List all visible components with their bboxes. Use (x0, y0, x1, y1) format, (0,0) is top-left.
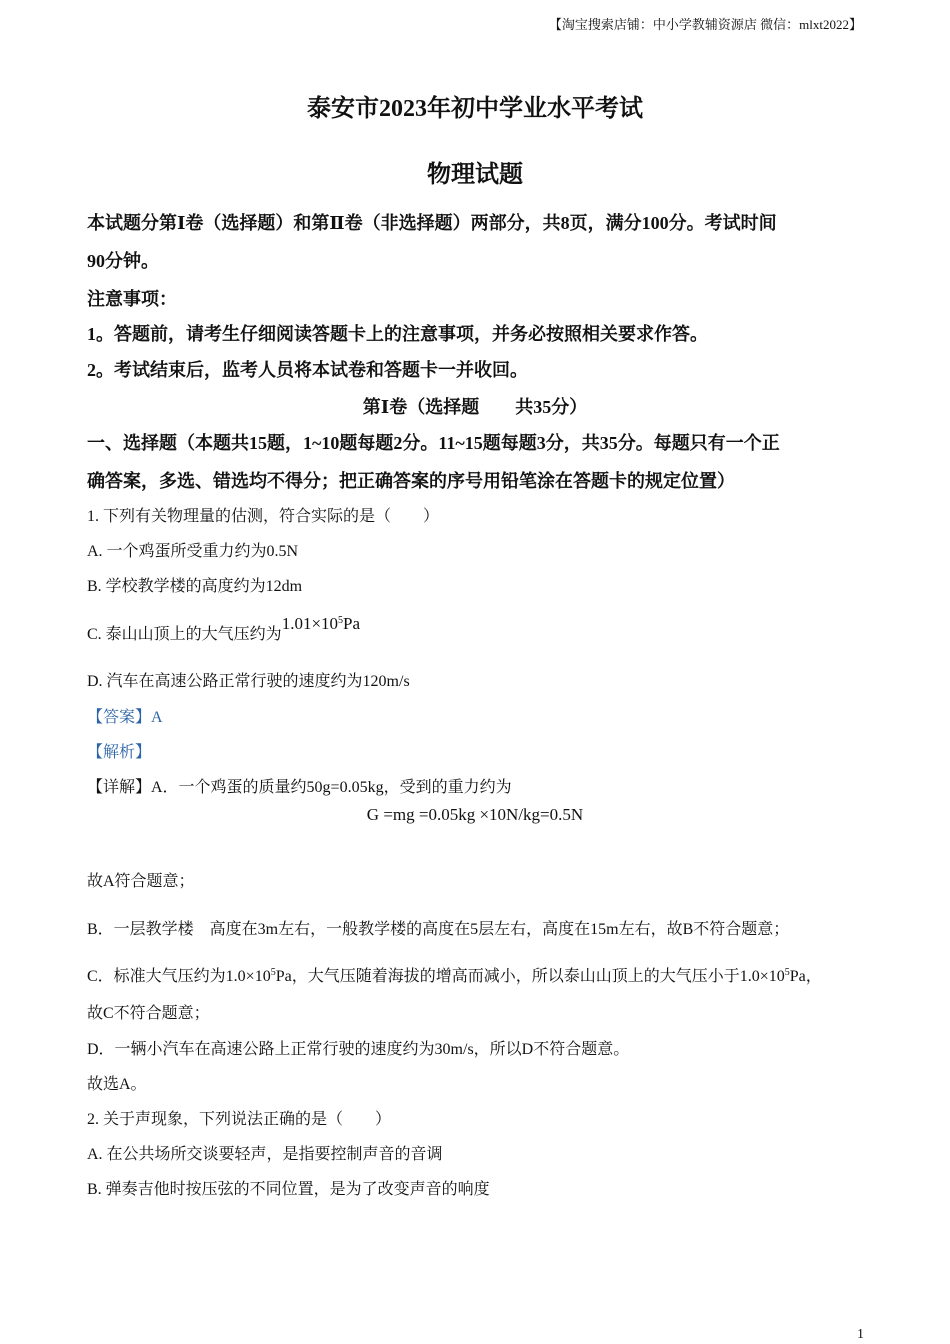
q2-option-a: A. 在公共场所交谈要轻声，是指要控制声音的音调 (87, 1146, 443, 1163)
q1-choice: 故选A。 (87, 1076, 147, 1093)
q1-formula: G =mg =0.05kg ×10N/kg=0.5N (366, 805, 584, 824)
q1-option-c-text: C. 泰山山顶上的大气压约为 (87, 626, 282, 643)
q1-option-c-value: $1.01\times 10^5Pa$ (281, 614, 361, 633)
exam-title: 泰安市2023年初中学业水平考试 (307, 96, 643, 122)
q1-detail-c-line-1: C．标准大气压约为$1.0\times 10^5Pa$，大气压随着海拔的增高而减小，所以泰山山顶上的大气压小于$1.0\times 10^5Pa$， (87, 967, 822, 985)
q1-answer: 【答案】A (87, 709, 163, 726)
exam-subtitle: 物理试题 (427, 162, 523, 188)
q1-detail-a: 【详解】A．一个鸡蛋的质量约50g=0.05kg，受到的重力约为 (87, 779, 512, 796)
intro-line-1: 本试题分第Ⅰ卷（选择题）和第Ⅱ卷（非选择题）两部分，共8页，满分100分。考试时间 (87, 213, 777, 233)
q2-option-b: B. 弹奏吉他时按压弦的不同位置，是为了改变声音的响度 (87, 1181, 490, 1198)
q1-option-b: B. 学校教学楼的高度约为12dm (87, 578, 303, 595)
header-note: 【淘宝搜索店铺：中小学教辅资源店 微信：mlxt2022】 (548, 17, 862, 32)
q1-a-conclusion: 故A符合题意； (87, 873, 195, 890)
q1-detail-c-line-2: 故C不符合题意； (87, 1005, 210, 1022)
notice-item-2: 2。考试结束后，监考人员将本试卷和答题卡一并收回。 (87, 360, 528, 380)
page-number: 1 (857, 1327, 864, 1342)
section1-line-2: 确答案，多选、错选均不得分；把正确答案的序号用铅笔涂在答题卡的规定位置） (87, 471, 735, 491)
q1-option-c (87, 614, 361, 644)
q1-detail-d: D．一辆小汽车在高速公路上正常行驶的速度约为30m/s，所以D不符合题意。 (87, 1041, 630, 1058)
q1-analysis-label: 【解析】 (87, 744, 152, 761)
intro-line-2: 90分钟。 (87, 251, 159, 271)
notice-item-1: 1。答题前，请考生仔细阅读答题卡上的注意事项，并务必按照相关要求作答。 (87, 324, 708, 344)
notice-heading: 注意事项： (87, 289, 177, 309)
section1-line-1: 一、选择题（本题共15题，1~10题每题2分。11~15题每题3分，共35分。每题只有一个正 (87, 433, 780, 453)
q1-detail-b: B．一层教学楼 高度在3m左右，一般教学楼的高度在5层左右，高度在15m左右，故B不符合题意； (87, 921, 790, 938)
part1-title: 第Ⅰ卷（选择题 共35分） (362, 397, 588, 417)
q1-option-a: A. 一个鸡蛋所受重力约为0.5N (87, 543, 299, 560)
q1-option-d: D. 汽车在高速公路正常行驶的速度约为120m/s (87, 673, 410, 690)
q1-stem: 1. 下列有关物理量的估测，符合实际的是（ ） (87, 508, 440, 525)
q2-stem: 2. 关于声现象，下列说法正确的是（ ） (87, 1111, 392, 1128)
